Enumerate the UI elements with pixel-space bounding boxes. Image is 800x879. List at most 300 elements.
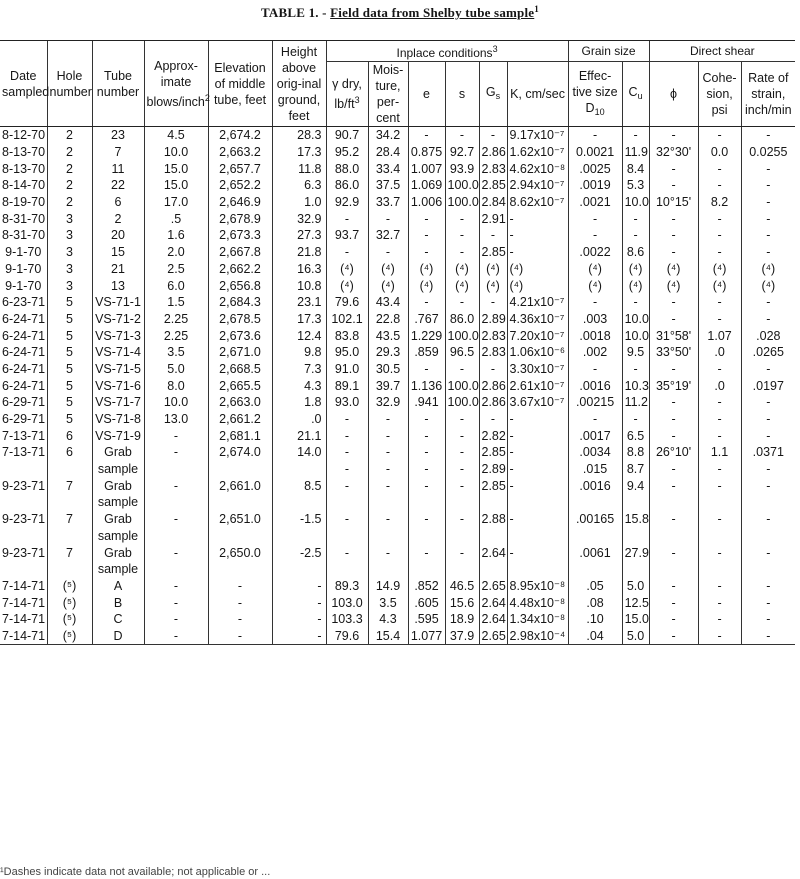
table-cell: 1.1 <box>698 444 741 461</box>
table-cell: 2.25 <box>144 311 208 328</box>
table-cell <box>408 494 445 511</box>
table-cell: - <box>622 210 649 227</box>
table-cell: 23.1 <box>272 294 326 311</box>
table-cell: 103.3 <box>326 611 368 628</box>
table-cell: 2,650.0 <box>208 544 272 561</box>
table-cell: - <box>698 411 741 428</box>
table-cell: 95.2 <box>326 144 368 161</box>
table-cell: 4.62x10⁻⁸ <box>507 160 568 177</box>
table-cell: - <box>507 427 568 444</box>
table-cell: - <box>507 511 568 528</box>
table-cell: 9-1-70 <box>5 278 42 293</box>
table-cell: 3.67x10⁻⁷ <box>507 394 568 411</box>
table-cell: (⁴) <box>408 261 445 278</box>
table-cell: 1.0 <box>272 194 326 211</box>
table-cell: - <box>326 477 368 494</box>
col-header-date: Date sampled <box>0 41 47 127</box>
table-cell: .04 <box>568 628 622 645</box>
table-cell: - <box>408 210 445 227</box>
table-cell: - <box>698 611 741 628</box>
table-cell <box>47 528 92 545</box>
table-cell: 2,673.3 <box>208 227 272 244</box>
table-cell: 39.7 <box>368 377 408 394</box>
table-cell: 92.7 <box>445 144 479 161</box>
table-cell: .0016 <box>568 477 622 494</box>
table-cell: - <box>507 244 568 261</box>
table-cell: (⁴) <box>741 277 795 294</box>
table-cell: VS-71-1 <box>92 294 144 311</box>
table-cell <box>698 528 741 545</box>
table-cell: - <box>445 427 479 444</box>
table-cell: - <box>507 411 568 428</box>
table-cell: 1.007 <box>408 160 445 177</box>
table-cell: .0 <box>272 411 326 428</box>
table-cell: sample <box>92 528 144 545</box>
table-cell: - <box>698 210 741 227</box>
table-row <box>0 494 795 511</box>
table-cell: - <box>568 294 622 311</box>
table-cell: - <box>445 477 479 494</box>
table-title: Field data from Shelby tube sample <box>330 5 535 20</box>
table-cell: 89.1 <box>326 377 368 394</box>
table-cell: 6-23-71 <box>2 295 46 310</box>
table-cell: - <box>208 611 272 628</box>
table-cell: - <box>326 411 368 428</box>
table-cell: (⁴) <box>698 261 741 278</box>
table-cell: - <box>479 411 507 428</box>
table-cell: 3 <box>47 277 92 294</box>
table-cell: - <box>326 461 368 478</box>
table-cell: 4.21x10⁻⁷ <box>507 294 568 311</box>
table-cell <box>568 528 622 545</box>
table-cell <box>368 494 408 511</box>
table-cell: 79.6 <box>326 294 368 311</box>
table-cell: - <box>507 444 568 461</box>
table-cell: - <box>368 444 408 461</box>
table-cell: - <box>479 227 507 244</box>
table-row <box>0 194 795 211</box>
table-cell: - <box>622 294 649 311</box>
table-cell: 2,668.5 <box>208 361 272 378</box>
table-cell: VS-71-9 <box>92 427 144 444</box>
table-cell: - <box>698 461 741 478</box>
table-cell: - <box>649 628 698 645</box>
table-cell: 10.8 <box>272 277 326 294</box>
table-cell: (⁵) <box>47 628 92 645</box>
table-cell <box>568 561 622 578</box>
table-cell: (⁴) <box>507 261 568 278</box>
table-caption <box>0 4 800 21</box>
table-cell: - <box>144 427 208 444</box>
table-cell <box>479 528 507 545</box>
table-cell: 10.0 <box>622 194 649 211</box>
table-cell: - <box>272 578 326 595</box>
table-cell: 15.4 <box>368 628 408 645</box>
table-row <box>0 611 795 628</box>
table-cell: 8.5 <box>272 477 326 494</box>
table-cell: 43.5 <box>368 327 408 344</box>
table-cell: - <box>741 194 795 211</box>
table-cell: - <box>568 411 622 428</box>
col-header-s: s <box>445 62 479 127</box>
table-row <box>0 344 795 361</box>
table-cell <box>698 494 741 511</box>
table-cell: 5.0 <box>144 361 208 378</box>
table-cell: - <box>144 611 208 628</box>
table-cell: 2,674.0 <box>208 444 272 461</box>
table-cell: VS-71-7 <box>92 394 144 411</box>
table-cell: 2 <box>47 194 92 211</box>
table-cell: - <box>445 127 479 144</box>
table-cell: 2.91 <box>479 210 507 227</box>
table-cell: - <box>698 594 741 611</box>
table-cell: 28.3 <box>272 127 326 144</box>
table-cell: 2.86 <box>479 394 507 411</box>
table-row <box>0 477 795 494</box>
table-cell: - <box>507 461 568 478</box>
table-cell: - <box>408 127 445 144</box>
table-cell: 6 <box>47 444 92 461</box>
table-cell: 5.0 <box>622 578 649 595</box>
table-cell: - <box>272 594 326 611</box>
table-cell: -1.5 <box>272 511 326 528</box>
table-cell: D <box>92 628 144 645</box>
table-cell: VS-71-4 <box>92 344 144 361</box>
table-cell: .0034 <box>568 444 622 461</box>
table-cell: 27.3 <box>272 227 326 244</box>
table-cell: 1.069 <box>408 177 445 194</box>
table-cell <box>368 528 408 545</box>
table-cell: 13 <box>92 277 144 294</box>
table-cell <box>507 494 568 511</box>
table-cell: 3 <box>47 261 92 278</box>
table-cell: 2.64 <box>479 594 507 611</box>
table-cell: 5 <box>47 411 92 428</box>
table-cell: - <box>649 244 698 261</box>
table-cell <box>272 528 326 545</box>
table-cell: 2.85 <box>479 177 507 194</box>
table-cell: 100.0 <box>445 394 479 411</box>
table-cell <box>208 461 272 478</box>
table-cell <box>326 494 368 511</box>
table-cell: 1.06x10⁻⁶ <box>507 344 568 361</box>
table-row <box>0 444 795 461</box>
table-cell: 29.3 <box>368 344 408 361</box>
table-cell: VS-71-6 <box>92 377 144 394</box>
table-cell: .0197 <box>741 377 795 394</box>
table-cell: - <box>649 394 698 411</box>
table-cell: (⁴) <box>368 261 408 278</box>
table-cell: - <box>741 578 795 595</box>
table-cell: 2.5 <box>144 261 208 278</box>
table-cell: - <box>408 461 445 478</box>
table-cell <box>408 528 445 545</box>
table-cell: 9-1-70 <box>5 245 42 260</box>
table-cell: 2.89 <box>479 461 507 478</box>
table-cell: - <box>622 227 649 244</box>
table-cell: - <box>368 244 408 261</box>
table-cell: 86.0 <box>445 311 479 328</box>
table-cell: - <box>507 477 568 494</box>
table-cell: 2.65 <box>479 578 507 595</box>
table-cell: - <box>408 511 445 528</box>
table-cell: .595 <box>408 611 445 628</box>
table-cell: 35°19' <box>649 377 698 394</box>
table-cell <box>741 494 795 511</box>
table-cell: - <box>741 160 795 177</box>
table-cell: (⁴) <box>741 261 795 278</box>
table-cell: - <box>326 210 368 227</box>
table-cell: 2,663.0 <box>208 394 272 411</box>
group-header-inplace: Inplace conditions$^3$ <box>326 41 568 62</box>
table-cell: - <box>622 411 649 428</box>
table-cell: - <box>649 427 698 444</box>
table-row <box>0 544 795 561</box>
table-cell <box>622 561 649 578</box>
table-cell: 3 <box>47 227 92 244</box>
table-cell: 21.1 <box>272 427 326 444</box>
table-cell: - <box>698 177 741 194</box>
table-cell: - <box>144 628 208 645</box>
table-cell: 37.5 <box>368 177 408 194</box>
table-cell: 100.0 <box>445 377 479 394</box>
table-cell: - <box>741 244 795 261</box>
table-cell: sample <box>92 494 144 511</box>
table-cell: 2,684.3 <box>208 294 272 311</box>
table-cell: - <box>445 227 479 244</box>
table-cell: 5 <box>47 311 92 328</box>
table-cell: 8-14-70 <box>2 178 46 193</box>
table-cell: A <box>92 578 144 595</box>
table-row <box>0 411 795 428</box>
table-cell: - <box>698 294 741 311</box>
table-cell: 13.0 <box>144 411 208 428</box>
table-cell: 3.5 <box>368 594 408 611</box>
table-cell: 32.7 <box>368 227 408 244</box>
table-cell: 2 <box>47 160 92 177</box>
table-cell: 32°30' <box>649 144 698 161</box>
table-cell: - <box>698 511 741 528</box>
table-cell: 2.83 <box>479 160 507 177</box>
table-cell: 2.85 <box>479 444 507 461</box>
table-cell: - <box>649 477 698 494</box>
table-cell: 5.0 <box>622 628 649 645</box>
table-cell: 100.0 <box>445 327 479 344</box>
table-cell: - <box>445 361 479 378</box>
table-cell: 22 <box>92 177 144 194</box>
table-cell: .5 <box>144 210 208 227</box>
table-cell: - <box>741 210 795 227</box>
table-cell: 100.0 <box>445 177 479 194</box>
table-cell: C <box>92 611 144 628</box>
table-cell: - <box>698 227 741 244</box>
table-cell: 7 <box>47 544 92 561</box>
table-cell: 5 <box>47 361 92 378</box>
table-cell: 2,656.8 <box>208 277 272 294</box>
table-cell: - <box>568 127 622 144</box>
table-cell: (⁴) <box>622 261 649 278</box>
table-cell <box>0 461 47 478</box>
table-cell: - <box>326 444 368 461</box>
table-cell: .0021 <box>568 194 622 211</box>
table-cell: - <box>368 477 408 494</box>
table-cell: - <box>368 411 408 428</box>
col-header-hole: Hole number <box>47 41 92 127</box>
table-cell: Grab <box>92 477 144 494</box>
table-cell: 2,661.2 <box>208 411 272 428</box>
table-cell <box>208 561 272 578</box>
table-cell: 1.136 <box>408 377 445 394</box>
header-row-groups <box>0 41 795 62</box>
table-cell: - <box>368 210 408 227</box>
table-cell: 5 <box>47 344 92 361</box>
table-cell: 2,674.2 <box>208 127 272 144</box>
table-cell: - <box>649 411 698 428</box>
table-cell: 32.9 <box>368 394 408 411</box>
table-cell: 8-13-70 <box>2 145 46 160</box>
table-cell: 83.8 <box>326 327 368 344</box>
table-cell: 33.7 <box>368 194 408 211</box>
table-row <box>0 144 795 161</box>
table-cell: 8-31-70 <box>2 211 46 226</box>
table-cell: 1.6 <box>144 227 208 244</box>
table-cell: 2,661.0 <box>208 477 272 494</box>
table-cell: - <box>326 427 368 444</box>
table-cell: 11.9 <box>622 144 649 161</box>
table-cell: 9-23-71 <box>2 512 46 527</box>
table-cell: - <box>368 511 408 528</box>
table-cell: - <box>445 294 479 311</box>
table-cell: - <box>698 477 741 494</box>
table-cell <box>408 561 445 578</box>
table-cell: Grab <box>92 511 144 528</box>
table-cell: (⁵) <box>47 594 92 611</box>
table-cell: 2.0 <box>144 244 208 261</box>
table-cell: - <box>408 361 445 378</box>
table-cell <box>208 528 272 545</box>
table-cell: .05 <box>568 578 622 595</box>
table-cell: 2,657.7 <box>208 160 272 177</box>
table-cell: .08 <box>568 594 622 611</box>
table-cell: - <box>649 594 698 611</box>
table-cell: 2.64 <box>479 611 507 628</box>
table-cell: 92.9 <box>326 194 368 211</box>
table-cell: 7-14-71 <box>2 612 46 627</box>
table-cell: - <box>445 511 479 528</box>
table-cell: 14.9 <box>368 578 408 595</box>
table-cell: - <box>741 411 795 428</box>
table-cell: 6.3 <box>272 177 326 194</box>
table-cell: - <box>649 544 698 561</box>
table-row <box>0 461 795 478</box>
table-label: TABLE 1. - <box>261 5 331 20</box>
table-cell: .10 <box>568 611 622 628</box>
table-cell: - <box>741 461 795 478</box>
table-cell: 89.3 <box>326 578 368 595</box>
table-cell: - <box>698 578 741 595</box>
table-cell: .0061 <box>568 544 622 561</box>
table-cell: - <box>741 511 795 528</box>
table-cell: (⁴) <box>479 277 507 294</box>
table-cell: - <box>208 578 272 595</box>
table-cell: Grab <box>92 444 144 461</box>
table-cell: - <box>649 177 698 194</box>
table-cell: 7-14-71 <box>2 578 46 593</box>
table-cell <box>507 528 568 545</box>
table-cell: 9.17x10⁻⁷ <box>507 127 568 144</box>
table-cell: - <box>741 127 795 144</box>
table-cell: - <box>445 461 479 478</box>
table-cell: 46.5 <box>445 578 479 595</box>
table-cell: - <box>698 160 741 177</box>
table-cell: 37.9 <box>445 628 479 645</box>
table-cell: 0.0255 <box>741 144 795 161</box>
table-cell <box>649 561 698 578</box>
table-row <box>0 377 795 394</box>
table-cell: 10.0 <box>622 327 649 344</box>
table-row <box>0 561 795 578</box>
table-cell: - <box>741 427 795 444</box>
table-cell <box>698 561 741 578</box>
table-cell: 7-13-71 <box>2 445 46 460</box>
table-cell: 91.0 <box>326 361 368 378</box>
table-cell: - <box>445 444 479 461</box>
table-cell: 1.07 <box>698 327 741 344</box>
table-cell: - <box>208 594 272 611</box>
col-header-elevation: Elevation of middle tube, feet <box>208 41 272 127</box>
table-cell: .00165 <box>568 511 622 528</box>
table-row <box>0 227 795 244</box>
col-header-gamma-dry: γ dry, $lb/ft^3$ <box>326 62 368 127</box>
table-cell: 5.3 <box>622 177 649 194</box>
table-cell: 2,665.5 <box>208 377 272 394</box>
table-cell: - <box>326 511 368 528</box>
table-cell: - <box>649 611 698 628</box>
table-cell: Grab <box>92 544 144 561</box>
table-cell: 2.84 <box>479 194 507 211</box>
table-cell: 2,681.1 <box>208 427 272 444</box>
table-cell: .605 <box>408 594 445 611</box>
table-cell: 1.5 <box>144 294 208 311</box>
table-cell: 8.62x10⁻⁷ <box>507 194 568 211</box>
table-cell: 2.88 <box>479 511 507 528</box>
table-cell <box>272 461 326 478</box>
table-cell: 9.8 <box>272 344 326 361</box>
table-cell: 0.875 <box>408 144 445 161</box>
table-cell: - <box>326 244 368 261</box>
table-cell: - <box>445 210 479 227</box>
table-cell: 2,673.6 <box>208 327 272 344</box>
table-cell: (⁴) <box>479 261 507 278</box>
table-cell <box>507 561 568 578</box>
table-row <box>0 160 795 177</box>
table-cell: (⁵) <box>47 611 92 628</box>
table-cell: 2 <box>47 177 92 194</box>
table-cell: - <box>741 177 795 194</box>
table-cell: (⁴) <box>507 277 568 294</box>
table-cell: (⁴) <box>649 277 698 294</box>
table-cell <box>568 494 622 511</box>
table-cell: - <box>698 394 741 411</box>
table-cell: 17.3 <box>272 311 326 328</box>
table-cell: 33.4 <box>368 160 408 177</box>
table-cell <box>0 528 47 545</box>
table-cell: 43.4 <box>368 294 408 311</box>
table-cell: 11 <box>92 160 144 177</box>
table-cell: - <box>568 361 622 378</box>
table-cell <box>208 494 272 511</box>
group-header-direct-shear: Direct shear <box>649 41 795 62</box>
